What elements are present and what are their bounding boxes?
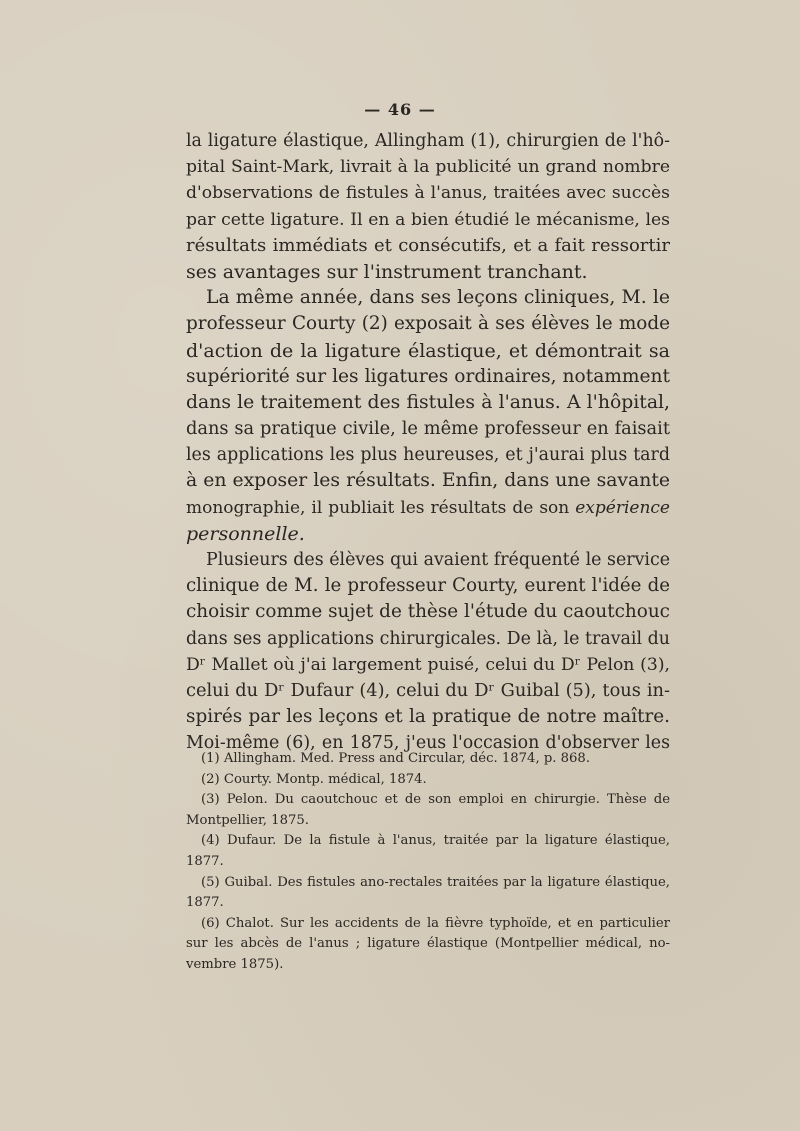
- text-line: la ligature élastique, Allingham (1), chirurgien de l'hô-: [186, 131, 670, 151]
- footnote-line: (5) Guibal. Des fistules ano-rectales traitées par la ligature élastique,: [201, 874, 670, 890]
- text-line: résultats immédiats et consécutifs, et a fait ressortir: [186, 234, 670, 256]
- footnote-line: 1877.: [186, 895, 224, 911]
- text-line: spirés par les leçons et la pratique de notre maître.: [186, 706, 670, 728]
- text-line: personnelle.: [186, 522, 305, 545]
- body-text: [186, 128, 670, 757]
- footnote-line: 1877.: [186, 853, 224, 869]
- text-line: les applications les plus heureuses, et j'aurai plus tard: [186, 445, 670, 466]
- text-line: Moi-même (6), en 1875, j'eus l'occasion d'observer les: [186, 733, 670, 754]
- footnote-line: sur les abcès de l'anus ; ligature élastique (Montpellier médical, no-: [186, 936, 670, 952]
- text-line: d'action de la ligature élastique, et démontrait sa: [186, 339, 670, 362]
- text-line: par cette ligature. Il en a bien étudié le mécanisme, les: [186, 209, 670, 230]
- italic-word: expérience: [575, 497, 670, 518]
- text-line: Dʳ Mallet où j'ai largement puisé, celui du Dʳ Pelon (3),: [186, 654, 670, 675]
- text-line: dans le traitement des fistules à l'anus. A l'hôpital,: [186, 391, 670, 413]
- text-line: choisir comme sujet de thèse l'étude du caoutchouc: [186, 601, 670, 623]
- text-line: pital Saint-Mark, livrait à la publicité un grand nombre: [186, 157, 670, 178]
- text-line: Plusieurs des élèves qui avaient fréquenté le service: [206, 550, 670, 570]
- text-line: celui du Dʳ Dufaur (4), celui du Dʳ Guibal (5), tous in-: [186, 679, 670, 701]
- text-line: La même année, dans ses leçons cliniques, M. le: [206, 287, 670, 309]
- footnotes: [186, 749, 670, 976]
- footnote-line: (3) Pelon. Du caoutchouc et de son emploi en chirurgie. Thèse de: [201, 792, 670, 808]
- footnote-line: (2) Courty. Montp. médical, 1874.: [201, 771, 427, 787]
- text-line: d'observations de fistules à l'anus, traitées avec succès: [186, 183, 670, 204]
- footnote-line: Montpellier, 1875.: [186, 812, 309, 828]
- page-number: — 46 —: [364, 100, 436, 119]
- text-line: supériorité sur les ligatures ordinaires, notamment: [186, 365, 670, 387]
- text-line: dans ses applications chirurgicales. De là, le travail du: [186, 628, 670, 649]
- text-line: ses avantages sur l'instrument tranchant.: [186, 260, 588, 283]
- text-line: clinique de M. le professeur Courty, eurent l'idée de: [186, 575, 670, 597]
- text-line: dans sa pratique civile, le même professeur en faisait: [186, 418, 670, 440]
- text-line: professeur Courty (2) exposait à ses élèves le mode: [186, 313, 670, 335]
- footnote-line: (1) Allingham. Med. Press and Circular, déc. 1874, p. 868.: [201, 751, 591, 766]
- text-line: monographie, il publiait les résultats de son expérience: [186, 497, 670, 518]
- footnote-line: (4) Dufaur. De la fistule à l'anus, traitée par la ligature élastique,: [201, 833, 670, 849]
- text-line: à en exposer les résultats. Enfin, dans une savante: [186, 470, 670, 492]
- footnote-line: vembre 1875).: [186, 956, 284, 972]
- footnote-line: (6) Chalot. Sur les accidents de la fièvre typhoïde, et en particulier: [201, 915, 670, 931]
